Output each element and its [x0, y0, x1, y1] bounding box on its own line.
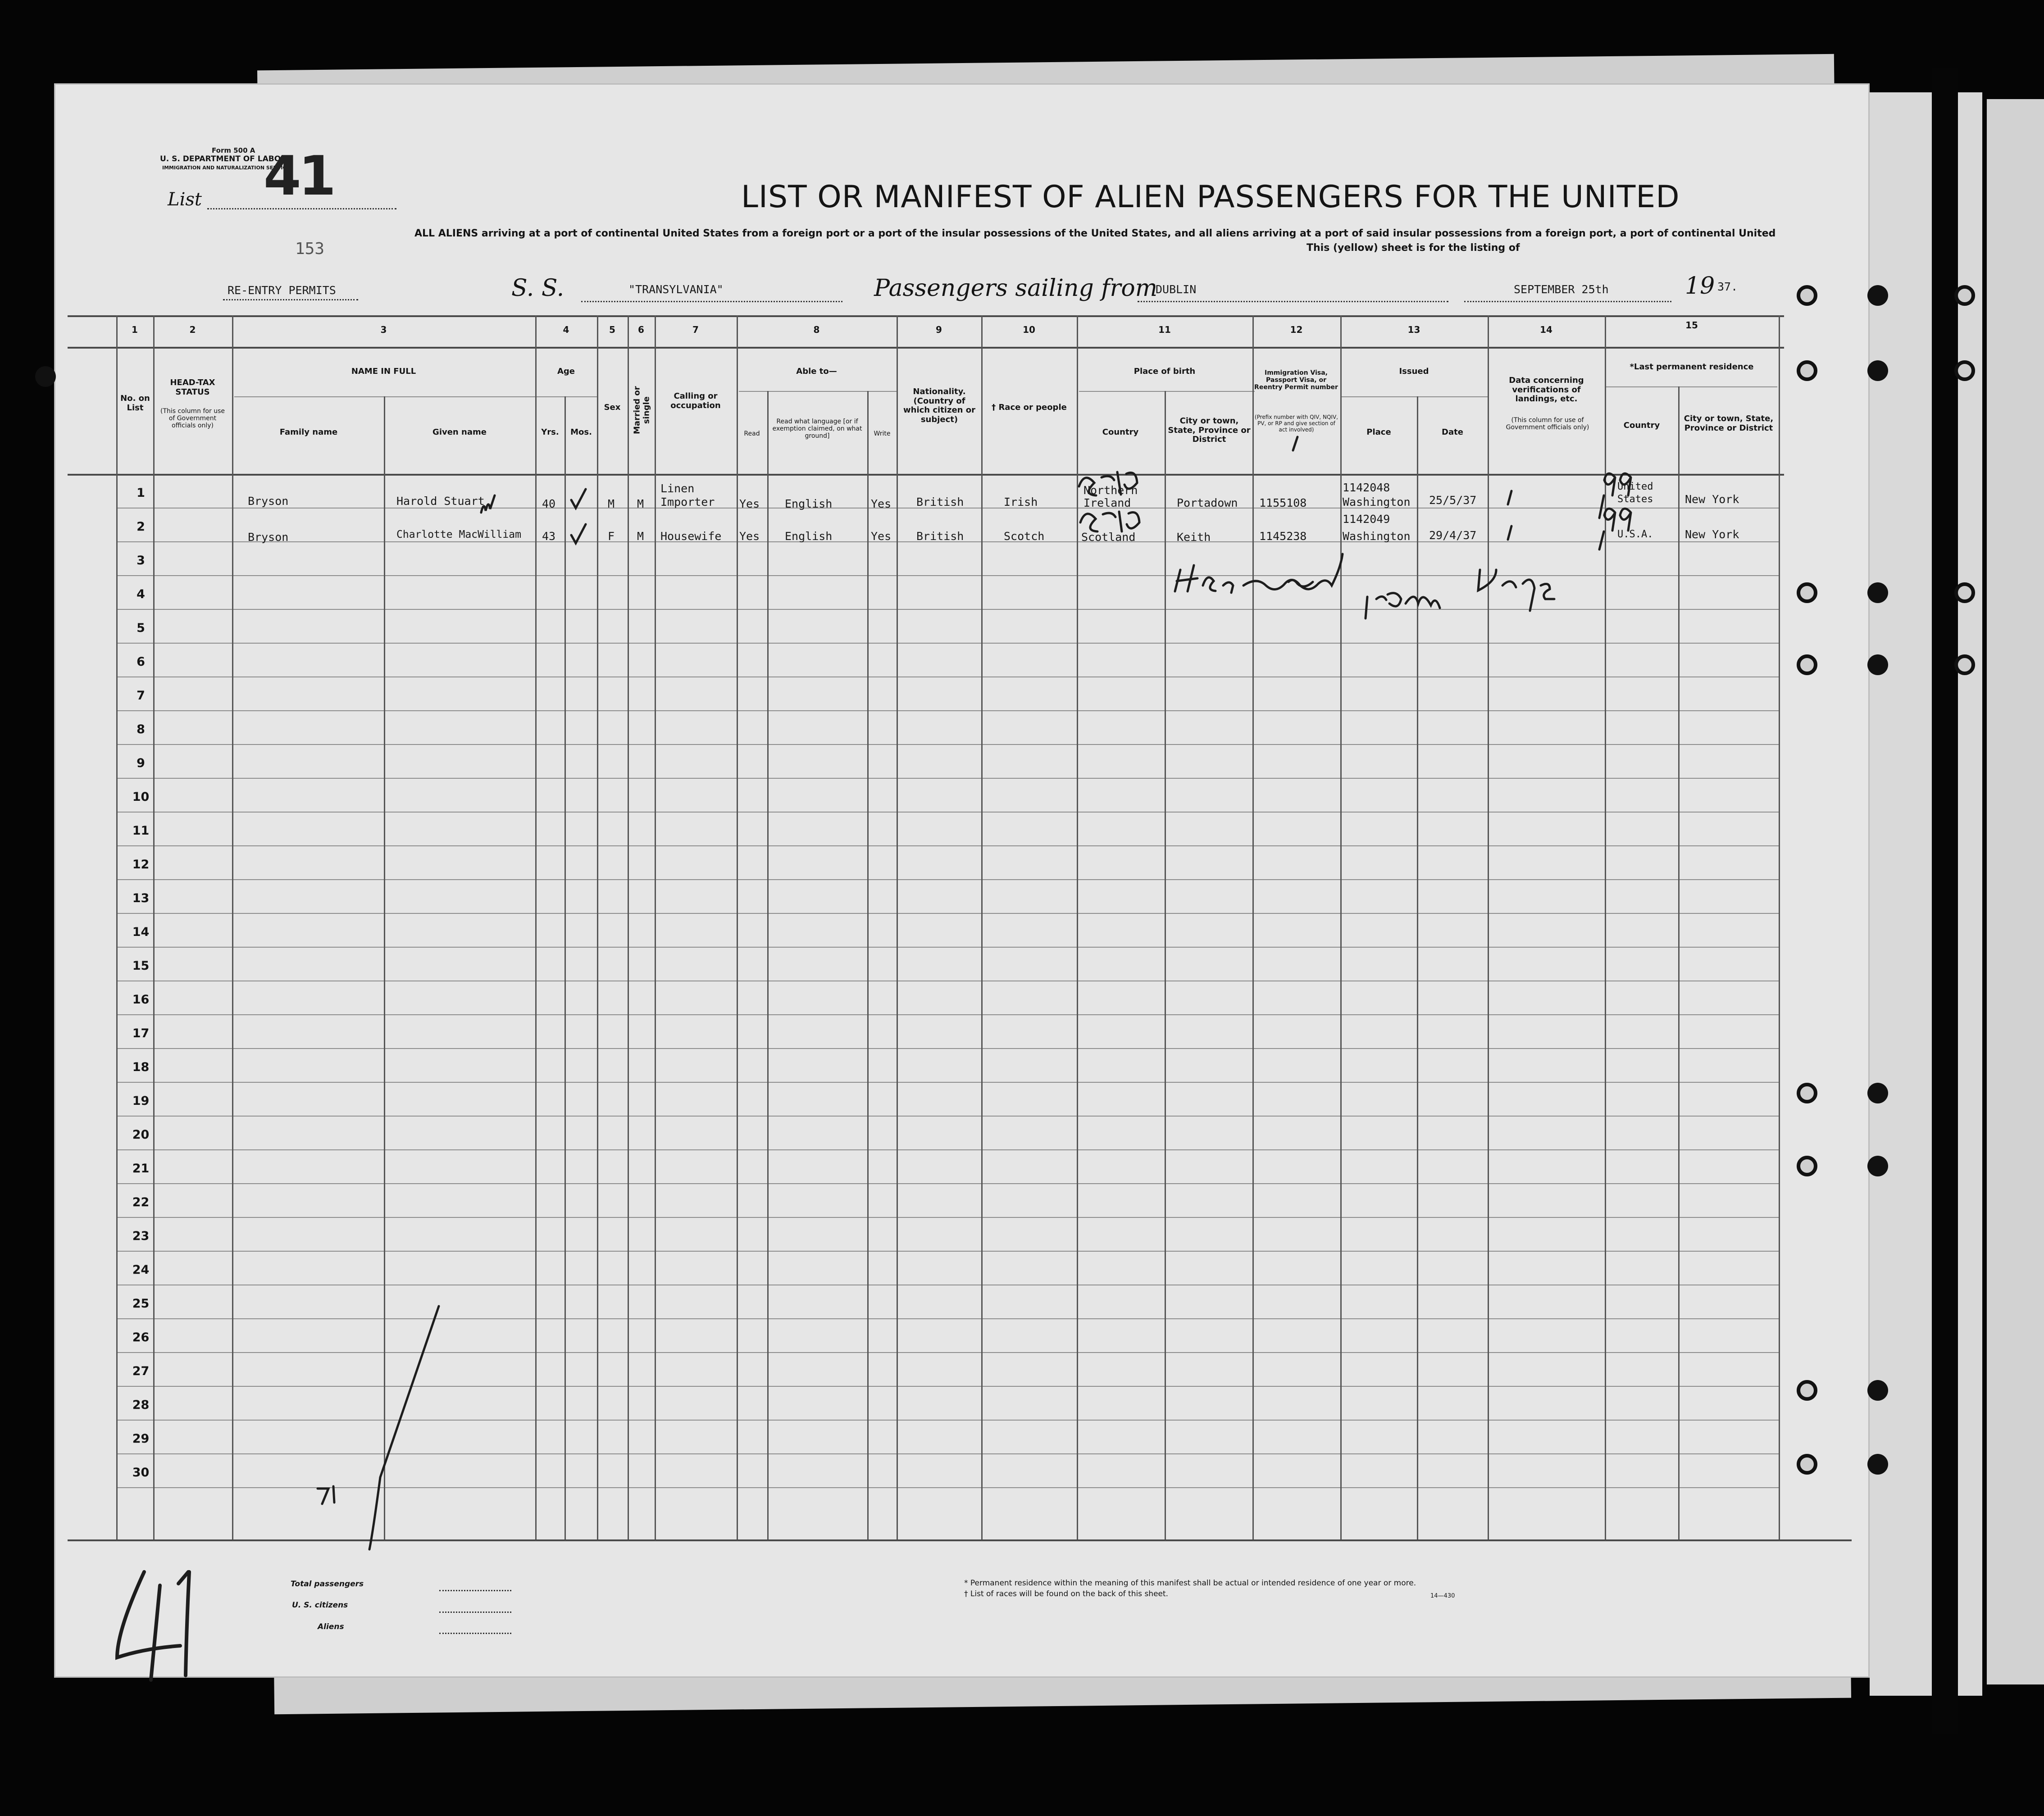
row-number: 16 [132, 993, 150, 1007]
punch-hole [1867, 1083, 1888, 1103]
header-verification-note: (This column for use of Government officials only) [1506, 417, 1589, 431]
header-residence-city: City or town, State, Province or District [1684, 414, 1774, 433]
list-number: 41 [264, 145, 333, 208]
row-number: 24 [132, 1263, 150, 1277]
column-number: 12 [1290, 324, 1303, 335]
page-title: LIST OR MANIFEST OF ALIEN PASSENGERS FOR THE UNITED [741, 179, 1680, 215]
row-number: 25 [132, 1297, 150, 1311]
row1-occupation-line1: Linen [660, 482, 695, 495]
row2-age-years: 43 [542, 530, 556, 543]
column-number: 2 [189, 324, 196, 335]
punch-hole [1797, 1083, 1817, 1103]
row2-given-name: Charlotte MacWilliam [396, 529, 521, 540]
header-no-on-list: No. on List [120, 394, 150, 413]
row2-sex: F [608, 530, 615, 543]
header-read-language: Read what language [or if exemption claimed, on what ground] [772, 418, 862, 440]
row2-occupation: Housewife [660, 530, 722, 543]
subtitle-line-1: ALL ALIENS arriving at a port of continental United States from a foreign port or a port of the insular possessions of the United States, and all aliens arriving at a port of said insular possessions from a foreign port, a port of continental United [414, 228, 1776, 239]
column-number: 8 [813, 324, 820, 335]
header-birth-city: City or town, State, Province or District [1168, 416, 1251, 445]
header-last-residence: *Last permanent residence [1630, 362, 1754, 372]
punch-hole [1867, 1156, 1888, 1176]
row2-permit-number: 1145238 [1259, 530, 1307, 543]
column-number: 7 [692, 324, 699, 335]
row1-birth-country-line1: Northern [1083, 484, 1138, 497]
row2-issued-code: 1142049 [1343, 513, 1390, 526]
row-number: 9 [137, 756, 145, 770]
row-number: 15 [132, 959, 150, 973]
row1-given-name: Harold Stuart [396, 495, 485, 508]
row-number: 19 [132, 1094, 150, 1108]
row1-age-years: 40 [542, 497, 556, 510]
column-number: 1 [132, 324, 138, 335]
header-able-to: Able to— [796, 367, 837, 376]
form-code: 14—430 [1430, 1593, 1455, 1599]
us-citizens-line [439, 1612, 511, 1613]
row-number: 29 [132, 1432, 150, 1446]
row1-occupation-line2: Importer [660, 495, 715, 508]
row1-race: Irish [1004, 495, 1038, 508]
bureau-name: IMMIGRATION AND NATURALIZATION SERVICE [162, 165, 290, 171]
row1-issued-place: Washington [1343, 495, 1411, 508]
row-number: 27 [132, 1364, 150, 1378]
row2-residence-country: U.S.A. [1617, 529, 1653, 540]
punch-hole [1867, 582, 1888, 603]
header-name-in-full: NAME IN FULL [351, 367, 416, 376]
header-visa: Immigration Visa, Passport Visa, or Reentry Permit number [1254, 369, 1338, 391]
binder-strip [1932, 68, 1958, 1734]
row1-issued-code: 1142048 [1343, 481, 1390, 494]
row2-residence-city: New York [1685, 528, 1739, 541]
row1-read: Yes [739, 497, 760, 510]
total-passengers-line [439, 1590, 511, 1591]
row-number: 10 [132, 790, 150, 804]
punch-hole [1797, 1380, 1817, 1401]
header-calling: Calling or occupation [670, 391, 721, 410]
row-number: 1 [137, 486, 145, 500]
departure-port: DUBLIN [1156, 283, 1197, 296]
row-number: 11 [132, 824, 150, 838]
row-number: 30 [132, 1466, 150, 1480]
row1-residence-country-line2: States [1617, 494, 1653, 505]
row1-residence-country-line1: United [1617, 481, 1653, 492]
row2-issued-date: 29/4/37 [1429, 529, 1477, 542]
header-sex: Sex [604, 403, 621, 412]
row2-read: Yes [739, 530, 760, 543]
column-number: 11 [1158, 324, 1171, 335]
row-number: 26 [132, 1330, 150, 1344]
row2-nationality: British [916, 530, 964, 543]
row2-language: English [785, 530, 833, 543]
ss-label: S. S. [511, 275, 564, 302]
row-number: 20 [132, 1128, 150, 1142]
reentry-permits-note: RE-ENTRY PERMITS [228, 284, 336, 297]
row1-birth-city: Portadown [1177, 496, 1238, 509]
row-number: 5 [137, 621, 145, 635]
row1-family-name: Bryson [248, 495, 289, 508]
header-months: Mos. [570, 427, 592, 437]
punch-hole [1797, 1156, 1817, 1176]
header-age: Age [557, 367, 575, 376]
row2-family-name: Bryson [248, 531, 289, 544]
column-number: 13 [1407, 324, 1420, 335]
total-passengers-label: Total passengers [291, 1580, 364, 1589]
form-number: Form 500 A [212, 146, 255, 154]
row-number: 2 [137, 520, 145, 534]
row-number: 14 [132, 925, 150, 939]
aliens-label: Aliens [318, 1622, 344, 1631]
punch-hole [1954, 360, 1975, 381]
header-race: † Race or people [992, 403, 1067, 412]
header-head-tax-note: (This column for use of Government officials only) [160, 408, 225, 430]
row-number: 6 [137, 655, 145, 669]
header-birth-country: Country [1102, 427, 1139, 437]
header-read: Read [744, 430, 760, 437]
row1-write: Yes [871, 497, 892, 510]
header-issued: Issued [1399, 367, 1429, 376]
column-number: 10 [1023, 324, 1035, 335]
punch-hole [1867, 1380, 1888, 1401]
punch-hole [35, 366, 56, 387]
stamp-number: 153 [295, 240, 325, 258]
row-number: 4 [137, 587, 145, 601]
row2-marital: M [637, 530, 644, 543]
permanent-residence-note: * Permanent residence within the meaning of this manifest shall be actual or intended residence of one year or more. [964, 1579, 1416, 1588]
header-issued-place: Place [1366, 427, 1391, 437]
punch-hole [1797, 1454, 1817, 1475]
header-place-of-birth: Place of birth [1134, 367, 1196, 376]
subtitle-line-2: This (yellow) sheet is for the listing of [1307, 242, 1520, 254]
header-issued-date: Date [1442, 427, 1463, 437]
column-number: 14 [1540, 324, 1552, 335]
row-number: 17 [132, 1026, 150, 1040]
sailing-label: Passengers sailing from [874, 275, 1158, 302]
races-note: † List of races will be found on the back of this sheet. [964, 1589, 1169, 1598]
punch-hole [1954, 285, 1975, 306]
punch-hole [1797, 360, 1817, 381]
row1-language: English [785, 497, 833, 510]
punch-hole [1797, 654, 1817, 675]
year-suffix: 37. [1717, 280, 1738, 293]
row1-sex: M [608, 497, 615, 510]
row1-birth-country-line2: Ireland [1083, 496, 1131, 509]
column-number: 6 [638, 324, 644, 335]
punch-hole [1954, 582, 1975, 603]
column-number: 4 [563, 324, 569, 335]
row-number: 12 [132, 858, 150, 872]
header-verification: Data concerning verifications of landings, etc. [1509, 376, 1584, 404]
row1-nationality: British [916, 495, 964, 508]
row2-issued-place: Washington [1343, 530, 1411, 543]
department-name: U. S. DEPARTMENT OF LABOR [160, 154, 287, 163]
row1-issued-date: 25/5/37 [1429, 494, 1477, 507]
row-number: 13 [132, 891, 150, 905]
row-number: 18 [132, 1060, 150, 1074]
row-number: 23 [132, 1229, 150, 1243]
ship-name: "TRANSYLVANIA" [628, 283, 724, 296]
list-label: List [168, 189, 202, 210]
row2-birth-city: Keith [1177, 531, 1211, 544]
row1-marital: M [637, 497, 644, 510]
year-prefix: 19 [1685, 272, 1715, 300]
row-number: 22 [132, 1195, 150, 1209]
punch-hole [1867, 1454, 1888, 1475]
column-number: 9 [936, 324, 942, 335]
header-write: Write [874, 430, 891, 437]
header-married-single: Married or single [632, 386, 651, 434]
row1-residence-city: New York [1685, 493, 1739, 506]
column-number: 15 [1685, 320, 1698, 331]
header-head-tax: HEAD-TAX STATUS [170, 378, 215, 397]
row2-write: Yes [871, 530, 892, 543]
column-number: 5 [609, 324, 615, 335]
row-number: 8 [137, 722, 145, 736]
punch-hole [1867, 654, 1888, 675]
punch-hole [1797, 285, 1817, 306]
aliens-line [439, 1633, 511, 1634]
row-number: 28 [132, 1398, 150, 1412]
row1-permit-number: 1155108 [1259, 496, 1307, 509]
row-number: 7 [137, 689, 145, 703]
header-visa-note: (Prefix number with QIV, NQIV, PV, or RP and give section of act involved) [1255, 414, 1338, 433]
header-years: Yrs. [541, 427, 559, 437]
us-citizens-label: U. S. citizens [292, 1601, 348, 1610]
punch-hole [1867, 360, 1888, 381]
row-number: 21 [132, 1162, 150, 1176]
column-number: 3 [380, 324, 387, 335]
sailing-date: SEPTEMBER 25th [1514, 283, 1609, 296]
header-residence-country: Country [1623, 421, 1660, 430]
punch-hole [1797, 582, 1817, 603]
row2-race: Scotch [1004, 530, 1045, 543]
row2-birth-country: Scotland [1081, 531, 1136, 544]
punch-hole [1954, 654, 1975, 675]
row-number: 3 [137, 554, 145, 568]
punch-hole [1867, 285, 1888, 306]
header-nationality: Nationality. (Country of which citizen or subject) [903, 387, 975, 425]
header-family-name: Family name [279, 427, 338, 437]
header-given-name: Given name [432, 427, 487, 437]
